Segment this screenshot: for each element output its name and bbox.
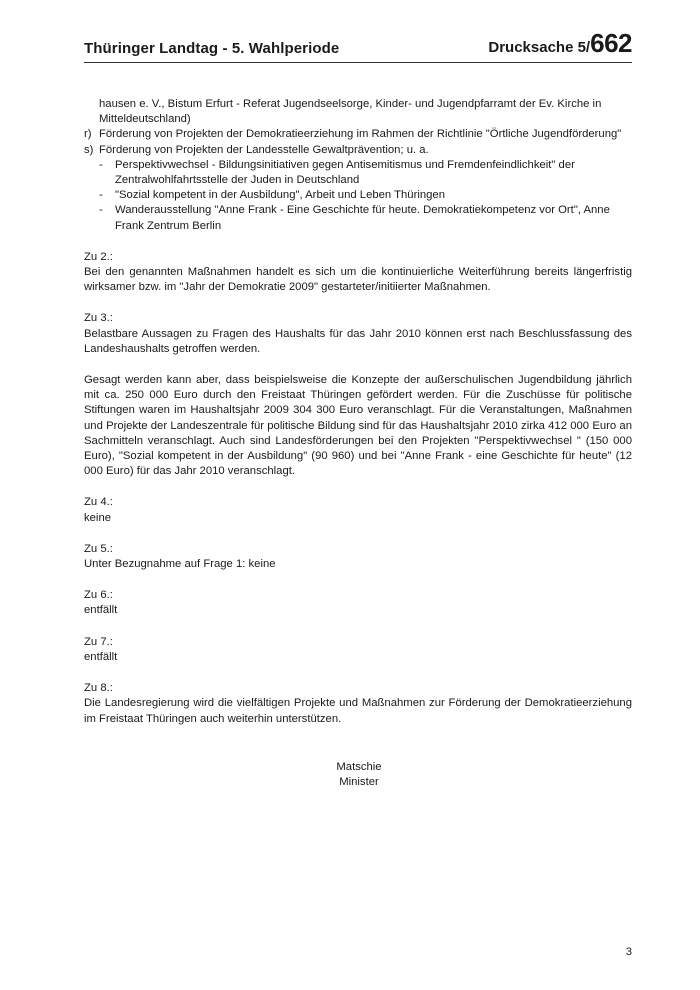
dash-marker: - — [99, 158, 103, 171]
dash-marker: - — [99, 189, 103, 202]
signature-title: Minister — [339, 775, 379, 788]
answer-text-5: Unter Bezugnahme auf Frage 1: keine — [84, 558, 276, 571]
answer-text-4: keine — [84, 511, 112, 524]
list-item-s — [84, 143, 632, 158]
answer-text-3: Belastbare Aussagen zu Fragen des Haushalts für das Jahr 2010 können erst nach Beschlussfassung des Landeshaushalts getroffen werden. — [84, 327, 632, 355]
parliament-title: Thüringer Landtag - 5. Wahlperiode — [84, 40, 340, 57]
dash-item-text: "Sozial kompetent in der Ausbildung", Arbeit und Leben Thüringen — [115, 189, 445, 202]
dash-item — [84, 203, 632, 233]
answer-heading-4: Zu 4.: — [84, 496, 113, 509]
signature-name: Matschie — [336, 760, 382, 773]
list-item-continuation: hausen e. V., Bistum Erfurt - Referat Jugendseelsorge, Kinder- und Jugendpfarramt der Ev. Kirche in Mitteldeutschland) — [99, 98, 602, 126]
drucksache-reference — [488, 28, 632, 59]
answer-heading-8: Zu 8.: — [84, 682, 113, 695]
drucksache-label: Drucksache 5/ — [488, 39, 591, 56]
signature-block — [84, 760, 632, 790]
dash-item-text: Wanderausstellung "Anne Frank - Eine Geschichte für heute. Demokratiekompetenz vor Ort", Anne Frank Zentrum Berlin — [115, 204, 610, 232]
answer-text-3-budget: Gesagt werden kann aber, dass beispielsweise die Konzepte der außerschulischen Jugendbildung jährlich mit ca. 250 000 Euro durch den Freistaat Thüringen gefördert werden. Für die Zuschüsse für politische Stiftungen waren im Haushaltsjahr 2009 304 300 Euro veranschlagt. Für die Veranstaltungen, Maßnahmen und Projekte der Landeszentrale für politische Bildung sind für das Haushaltsjahr 2010 zirka 412 000 Euro an Sachmitteln veranschlagt. Auch sind Landesförderungen bei den Projekten "Perspektivwechsel " (150 000 Euro), "Sozial kompetent in der Ausbildung" (90 960) und bei "Anne Frank - eine Geschichte für heute" (12 000 Euro) für das Jahr 2010 veranschlagt. — [84, 374, 632, 478]
list-marker: s) — [84, 143, 94, 156]
document-body — [84, 97, 632, 790]
dash-item — [84, 158, 632, 188]
list-marker: r) — [84, 128, 92, 141]
dash-item-text: Perspektivwechsel - Bildungsinitiativen gegen Antisemitismus und Fremdenfeindlichkeit" der Zentralwohlfahrtsstelle der Juden in Deutschland — [115, 158, 575, 187]
page-header — [84, 28, 632, 63]
answer-text-7: entfällt — [84, 650, 118, 663]
dash-marker: - — [99, 204, 103, 217]
list-item-r — [84, 127, 632, 142]
drucksache-number: 662 — [590, 28, 632, 58]
answer-text-2: Bei den genannten Maßnahmen handelt es sich um die kontinuierliche Weiterführung bereits längerfristig wirksamer bzw. im "Jahr der Demokratie 2009" gestarteter/initiierter Maßnahmen. — [84, 266, 632, 294]
page-number: 3 — [625, 946, 632, 958]
dash-item — [84, 188, 632, 203]
answer-text-6: entfällt — [84, 604, 118, 617]
answer-heading-6: Zu 6.: — [84, 589, 113, 602]
answer-heading-5: Zu 5.: — [84, 542, 113, 555]
answer-text-8: Die Landesregierung wird die vielfältigen Projekte und Maßnahmen zur Förderung der Demokratieerziehung im Freistaat Thüringen auch weiterhin unterstützen. — [84, 697, 632, 725]
list-item-text: Förderung von Projekten der Demokratieerziehung im Rahmen der Richtlinie "Örtliche Jugendförderung" — [99, 128, 622, 141]
answer-heading-2: Zu 2.: — [84, 250, 113, 263]
list-item-text: Förderung von Projekten der Landesstelle Gewaltprävention; u. a. — [99, 143, 429, 156]
answer-heading-7: Zu 7.: — [84, 635, 113, 648]
answer-heading-3: Zu 3.: — [84, 312, 113, 325]
